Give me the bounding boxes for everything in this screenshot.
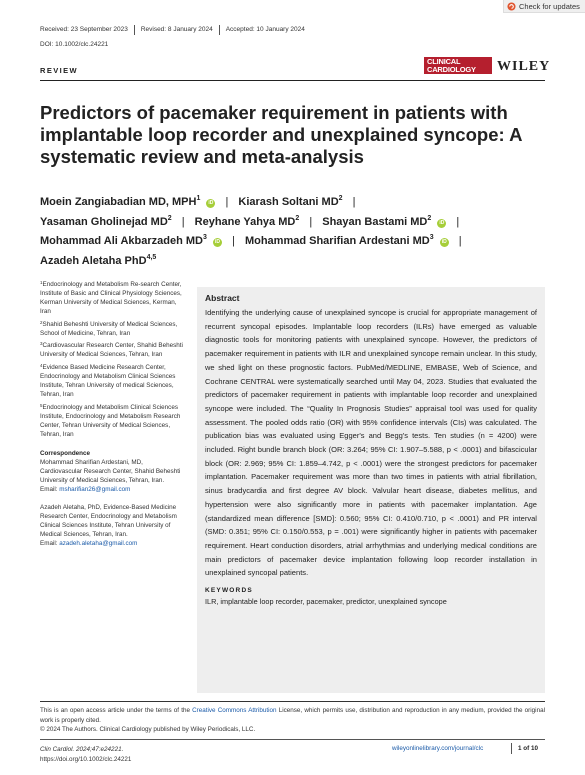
author-separator: | xyxy=(309,215,313,228)
affiliation-number: 4 xyxy=(40,363,43,369)
author-affiliation-mark: 2 xyxy=(427,214,432,222)
abstract-text: Identifying the underlying cause of unexplained syncope is crucial for appropriate management of recurrent syncopal episodes. Implantable loop recorders (ILRs) have emerged as valuable diagnostic tools for monitoring patients with unexplained syncope. However, the predictors of pacemaker requirement in patients with ILR and unexplained syncope remain unclear. In this study, we shed light on these prognostic factors. PubMed/MEDLINE, EMBASE, Web of Science, and Cochrane CENTRAL were systematically searched until May 04, 2023. Studies that evaluated the predictors of pacemaker requirement in patients with implantable loop recorder and unexplained syncope were included. The “Quality In Prognosis Studies” appraisal tool was used for quality assessment. The pooled odds ratio (OR) with 95% confidence intervals (CIs) was calculated. The publication bias was evaluated using Egger's and Begg's tests. Ten studies (n = 4200) were included. Right bundle branch block (OR: 3.264; 95% CI: 1.907–5.588, p < .0001) and bifascicular block (OR: 2.969; 95% CI: 1.859–4.742, p < .0001) were the strongest predictors for pacemaker implantation. Pacemaker requirement was more than two times in patients with atrial fibrillation, sinus bradycardia and first degree AV block. Valvular heart disease, diabetes mellitus, and hypertension were also significantly more in patients with pacemaker implantation. Age (standardized mean difference [SMD]: 0.560; 95% CI: 0.410/0.710, p < .0001) and PR interval (SMD: 0.351; 95% CI: 0.150/0.553, p = .001) were significantly higher in patients with pacemaker requirement. Heart conduction disorders, atrial arrhythmias and underlying medical conditions are main predictors of pacemaker device implantation following loop recorder installation in unexplained syncopal patients. xyxy=(205,308,537,578)
affiliation-text: Endocrinology and Metabolism Clinical Sciences Institute, Endocrinology and Metabolism Research Center, Tehran University of Medical Sciences, Tehran, Iran xyxy=(40,403,181,438)
affiliation-number: 2 xyxy=(40,319,43,325)
author-name: Mohammad Ali Akbarzadeh MD xyxy=(40,235,203,247)
author-affiliation-mark: 1 xyxy=(196,195,201,202)
author-name: Mohammad Sharifian Ardestani MD xyxy=(244,235,430,247)
affiliation-number: 3 xyxy=(40,341,43,347)
journal-logo xyxy=(424,57,492,74)
journal-url-link[interactable]: wileyonlinelibrary.com/journal/clc xyxy=(392,745,484,752)
author-separator: | xyxy=(458,235,462,247)
license-notice xyxy=(40,706,545,735)
affiliation-text: Shahid Beheshti University of Medical Sciences, School of Medicine, Tehran, Iran xyxy=(40,320,178,337)
orcid-icon[interactable]: iD xyxy=(214,239,220,245)
email-label: Email: xyxy=(40,486,58,494)
author-affiliation-mark: 3 xyxy=(203,234,207,241)
page-number: 1 of 10 xyxy=(518,745,538,752)
received-date: Received: 23 September 2023 xyxy=(40,26,128,33)
article-dates xyxy=(40,26,305,35)
author-affiliation-mark: 2 xyxy=(167,214,172,222)
author-name: Shayan Bastami MD xyxy=(322,215,428,228)
author-separator: | xyxy=(456,215,460,228)
author-name: Azadeh Aletaha PhD xyxy=(40,254,147,267)
journal-logo-line1: CLINICAL xyxy=(427,57,461,66)
refresh-icon xyxy=(507,2,516,11)
correspondence-address: Mohammad Sharifian Ardestani, MD, Cardiovascular Research Center, Shahid Beheshti University of Medical Sciences, Tehran, Iran. xyxy=(40,459,181,485)
keywords-heading: KEYWORDS xyxy=(205,587,253,595)
copyright-line: © 2024 The Authors. Clinical Cardiology published by Wiley Periodicals, LLC. xyxy=(40,726,256,733)
citation-text: Clin Cardiol. 2024;47:e24221. xyxy=(40,746,124,753)
orcid-icon[interactable]: iD xyxy=(441,239,447,245)
email-label: Email: xyxy=(40,539,58,547)
author-separator: | xyxy=(181,215,185,228)
author-affiliation-mark: 2 xyxy=(295,214,300,222)
orcid-icon[interactable]: iD xyxy=(439,219,445,226)
license-text: License, which permits use, distribution and reproduction in any medium, provided the original work is properly cited. xyxy=(40,707,545,724)
author-affiliation-mark: 3 xyxy=(429,234,434,241)
abstract-heading: Abstract xyxy=(205,293,240,303)
author-separator: | xyxy=(232,235,235,247)
footer-separator xyxy=(511,743,512,754)
affiliations-column xyxy=(40,281,185,558)
author-separator: | xyxy=(225,196,229,208)
author-name: Reyhane Yahya MD xyxy=(194,215,296,228)
correspondence-address: Azadeh Aletaha, PhD, Evidence-Based Medicine Research Center, Endocrinology and Metabolism Clinical Sciences Institute, Tehran University of Medical Sciences, Tehran, Iran. xyxy=(40,504,177,538)
author-row xyxy=(40,213,545,233)
date-divider xyxy=(134,25,135,35)
section-label: REVIEW xyxy=(40,66,78,75)
footer-citation xyxy=(40,745,131,764)
affiliation-item xyxy=(40,281,185,317)
orcid-icon[interactable]: iD xyxy=(208,200,214,206)
affiliation-item xyxy=(40,404,185,440)
affiliation-item xyxy=(40,364,185,400)
affiliation-number: 1 xyxy=(40,280,43,285)
affiliation-item xyxy=(40,342,185,360)
affiliation-text: Endocrinology and Metabolism Re-search Center, Institute of Basic and Clinical Physiology Sciences, Kerman University of Medical Sciences, Kerman, Iran xyxy=(40,281,182,315)
license-link[interactable]: Creative Commons Attribution xyxy=(192,707,277,714)
abstract-box xyxy=(197,287,545,693)
correspondence-email-line xyxy=(40,486,185,495)
keywords-text: ILR, implantable loop recorder, pacemaker, predictor, unexplained syncope xyxy=(205,597,447,607)
affiliation-text: Cardiovascular Research Center, Shahid Beheshti University of Medical Sciences, Tehran, Iran xyxy=(40,342,183,359)
footer-divider xyxy=(40,701,545,702)
author-row xyxy=(40,232,545,252)
journal-logo-line2: CARDIOLOGY xyxy=(427,65,476,74)
affiliation-number: 5 xyxy=(40,402,43,408)
header-divider xyxy=(40,80,545,81)
author-separator: | xyxy=(352,196,356,208)
email-link[interactable]: msharifian26@gmail.com xyxy=(59,486,131,494)
publisher-logo: WILEY xyxy=(497,59,551,74)
author-name: Kiarash Soltani MD xyxy=(238,196,339,208)
revised-date: Revised: 8 January 2024 xyxy=(140,26,213,33)
date-divider xyxy=(219,25,220,35)
email-link[interactable]: azadeh.aletaha@gmail.com xyxy=(59,539,138,547)
footer-divider xyxy=(40,739,545,740)
check-for-updates-label: Check for updates xyxy=(519,1,580,11)
author-row xyxy=(40,193,545,213)
author-affiliation-mark: 4,5 xyxy=(146,253,157,261)
correspondence-heading: Correspondence xyxy=(40,449,91,457)
author-name: Moein Zangiabadian MD, MPH xyxy=(40,196,197,208)
correspondence-email-line xyxy=(40,540,185,549)
author-list xyxy=(40,193,545,271)
affiliation-item xyxy=(40,321,185,339)
author-affiliation-mark: 2 xyxy=(338,195,343,202)
author-name: Yasaman Gholinejad MD xyxy=(40,215,168,228)
author-row xyxy=(40,252,545,272)
article-doi: DOI: 10.1002/clc.24221 xyxy=(40,41,109,48)
check-for-updates-button[interactable] xyxy=(503,0,585,13)
accepted-date: Accepted: 10 January 2024 xyxy=(225,26,305,33)
doi-link[interactable]: https://doi.org/10.1002/clc.24221 xyxy=(40,755,132,763)
correspondence-block xyxy=(40,504,185,549)
correspondence-block xyxy=(40,459,185,495)
article-title: Predictors of pacemaker requirement in patients with implantable loop recorder and unexplained syncope: A systematic review and meta-analysis xyxy=(40,102,522,167)
affiliation-text: Evidence Based Medicine Research Center, Endocrinology and Metabolism Clinical Sciences Institute, Tehran University of medical Sciences, Tehran, Iran xyxy=(40,364,176,398)
license-text: This is an open access article under the terms of the xyxy=(40,707,193,714)
